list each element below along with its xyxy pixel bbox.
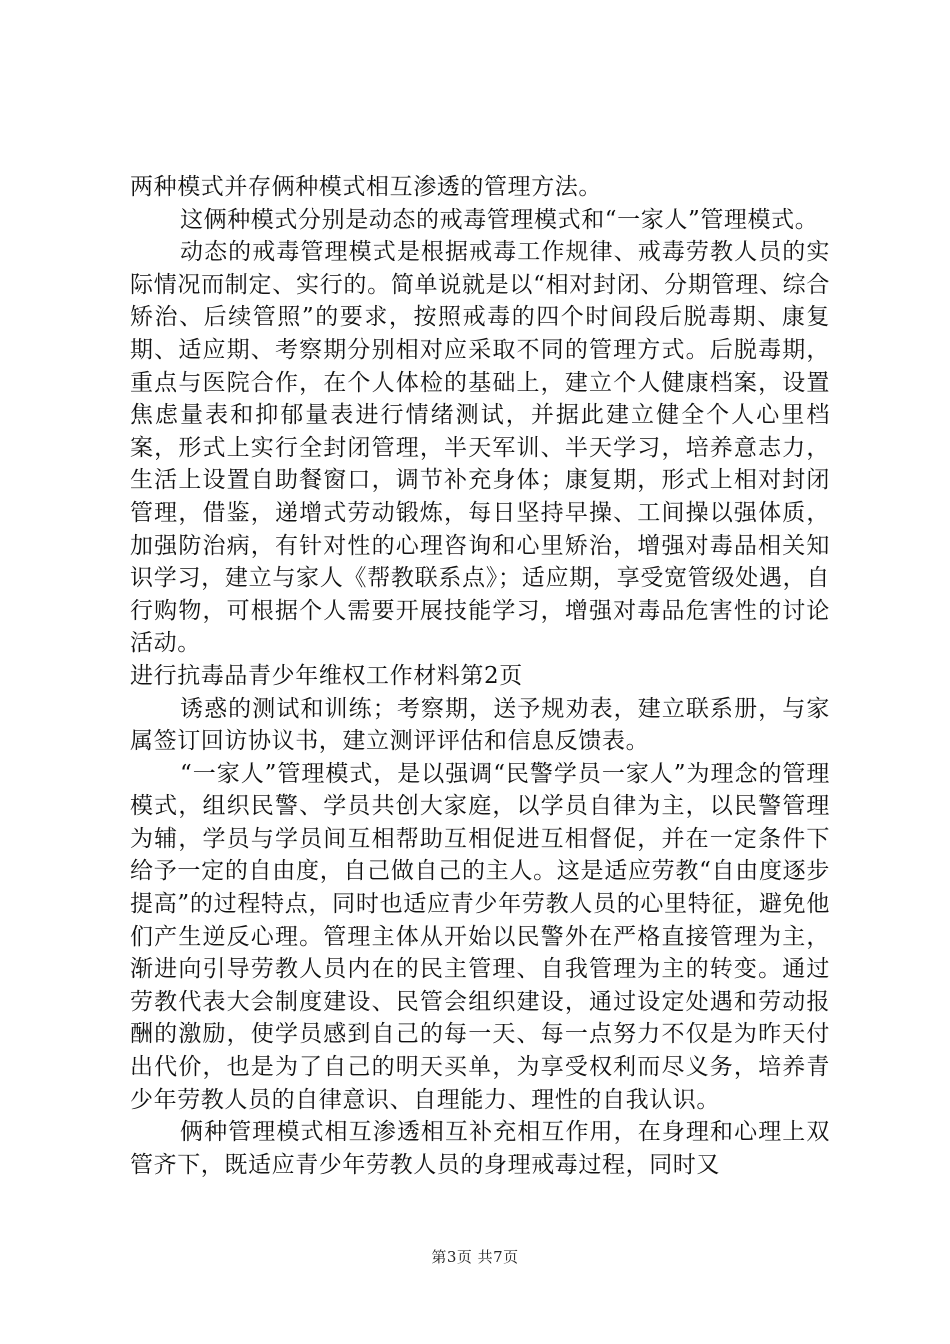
document-body — [130, 171, 830, 1181]
paragraph-7: 俩种管理模式相互渗透相互补充相互作用，在身理和心理上双管齐下，既适应青少年劳教人员的身理戒毒过程，同时又 — [130, 1119, 830, 1178]
paragraph-5: 诱惑的测试和训练；考察期，送予规劝表，建立联系册，与家属签订回访协议书，建立测评评估和信息反馈表。 — [130, 695, 830, 755]
paragraph-4: 进行抗毒品青少年维权工作材料第2页 — [130, 662, 523, 689]
paragraph-2: 这俩种模式分别是动态的戒毒管理模式和“一家人”管理模式。 — [180, 206, 819, 233]
paragraph-6: “一家人”管理模式，是以强调“民警学员一家人”为理念的管理模式，组织民警、学员共创大家庭，以学员自律为主，以民警管理为辅，学员与学员间互相帮助互相促进互相督促，并在一定条件下给予一定的自由度，自己做自己的主人。这是适应劳教“自由度逐步提高”的过程特点，同时也适应青少年劳教人员的心里特征，避免他们产生逆反心理。管理主体从开始以民警外在严格直接管理为主，渐进向引导劳教人员内在的民主管理、自我管理为主的转变。通过劳教代表大会制度建设、民管会组织建设，通过设定处遇和劳动报酬的激励，使学员感到自己的每一天、每一点努力不仅是为昨天付出代价，也是为了自己的明天买单，为享受权利而尽义务，培养青少年劳教人员的自律意识、自理能力、理性的自我认识。 — [130, 760, 830, 1113]
paragraph-1: 两种模式并存俩种模式相互渗透的管理方法。 — [130, 174, 602, 200]
paragraph-3: 动态的戒毒管理模式是根据戒毒工作规律、戒毒劳教人员的实际情况而制定、实行的。简单说就是以“相对封闭、分期管理、综合矫治、后续管照”的要求，按照戒毒的四个时间段后脱毒期、康复期、适应期、考察期分别相对应采取不同的管理方式。后脱毒期，重点与医院合作，在个人体检的基础上，建立个人健康档案，设置焦虑量表和抑郁量表进行情绪测试，并据此建立健全个人心里档案，形式上实行全封闭管理，半天军训、半天学习，培养意志力，生活上设置自助餐窗口，调节补充身体；康复期，形式上相对封闭管理，借鉴，递增式劳动锻炼，每日坚持早操、工间操以强体质，加强防治病，有针对性的心理咨询和心里矫治，增强对毒品相关知识学习，建立与家人《帮教联系点》；适应期，享受宽管级处遇，自行购物，可根据个人需要开展技能学习，增强对毒品危害性的讨论活动。 — [130, 239, 830, 657]
page-footer: 第3页 共7页 — [431, 1248, 519, 1266]
